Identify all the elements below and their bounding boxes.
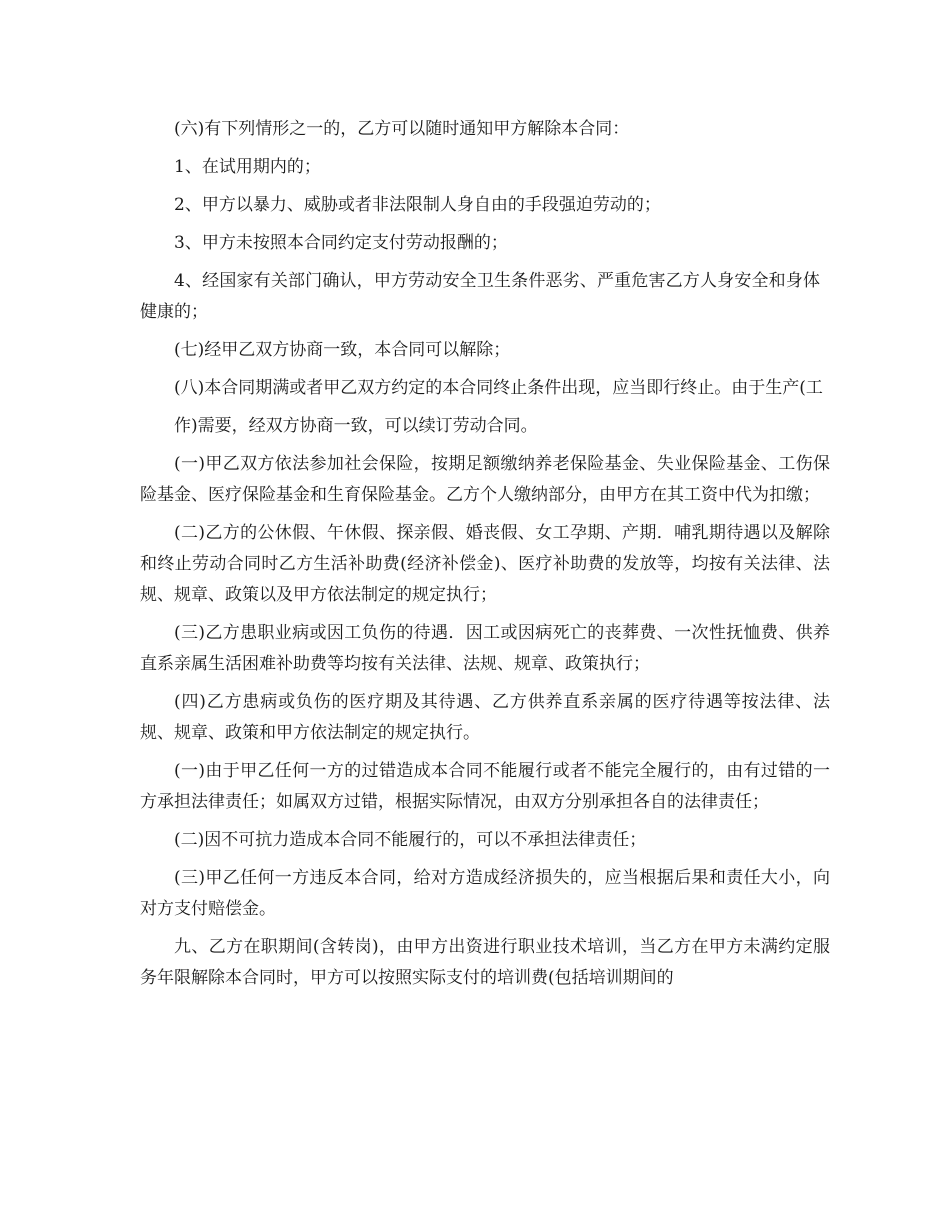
liability-clause-2: (二)因不可抗力造成本合同不能履行的，可以不承担法律责任； [174,830,647,850]
insurance-clause-2: (二)乙方的公休假、午休假、探亲假、婚丧假、女工孕期、产期．哺乳期待遇以及解除和终止劳动合同时乙方生活补助费(经济补偿金)、医疗补助费的发放等，均按有关法律、法规、规章、政策以及甲方依法制定的规定执行； [140,523,830,605]
insurance-clause-4: (四)乙方患病或负伤的医疗期及其待遇、乙方供养直系亲属的医疗待遇等按法律、法规、规章、政策和甲方依法制定的规定执行。 [140,692,830,743]
clause-6-item-2: 2、甲方以暴力、威胁或者非法限制人身自由的手段强迫劳动的； [174,195,661,215]
insurance-clause-3: (三)乙方患职业病或因工负伤的待遇．因工或因病死亡的丧葬费、一次性抚恤费、供养直系亲属生活困难补助费等均按有关法律、法规、规章、政策执行； [140,623,830,674]
document-page [140,114,830,1001]
clause-6-item-3: 3、甲方未按照本合同约定支付劳动报酬的； [174,233,508,253]
clause-6-heading: (六)有下列情形之一的，乙方可以随时通知甲方解除本合同： [174,119,630,139]
article-9-training: 九、乙方在职期间(含转岗)，由甲方出资进行职业技术培训，当乙方在甲方未满约定服务年限解除本合同时，甲方可以按照实际支付的培训费(包括培训期间的 [140,937,830,988]
clause-6-item-4: 4、经国家有关部门确认，甲方劳动安全卫生条件恶劣、严重危害乙方人身安全和身体健康的； [140,271,820,322]
liability-clause-1: (一)由于甲乙任何一方的过错造成本合同不能履行或者不能完全履行的，由有过错的一方承担法律责任；如属双方过错，根据实际情况，由双方分别承担各自的法律责任； [140,761,830,812]
clause-8: (八)本合同期满或者甲乙双方约定的本合同终止条件出现，应当即行终止。由于生产(工 [174,378,823,398]
liability-clause-3: (三)甲乙任何一方违反本合同，给对方造成经济损失的，应当根据后果和责任大小，向对方支付赔偿金。 [140,868,830,919]
insurance-clause-1: (一)甲乙双方依法参加社会保险，按期足额缴纳养老保险基金、失业保险基金、工伤保险基金、医疗保险基金和生育保险基金。乙方个人缴纳部分，由甲方在其工资中代为扣缴； [140,454,830,505]
clause-8-continued: 作)需要，经双方协商一致，可以续订劳动合同。 [174,416,538,436]
clause-6-item-1: 1、在试用期内的； [174,157,321,177]
clause-7: (七)经甲乙双方协商一致，本合同可以解除； [174,340,511,360]
